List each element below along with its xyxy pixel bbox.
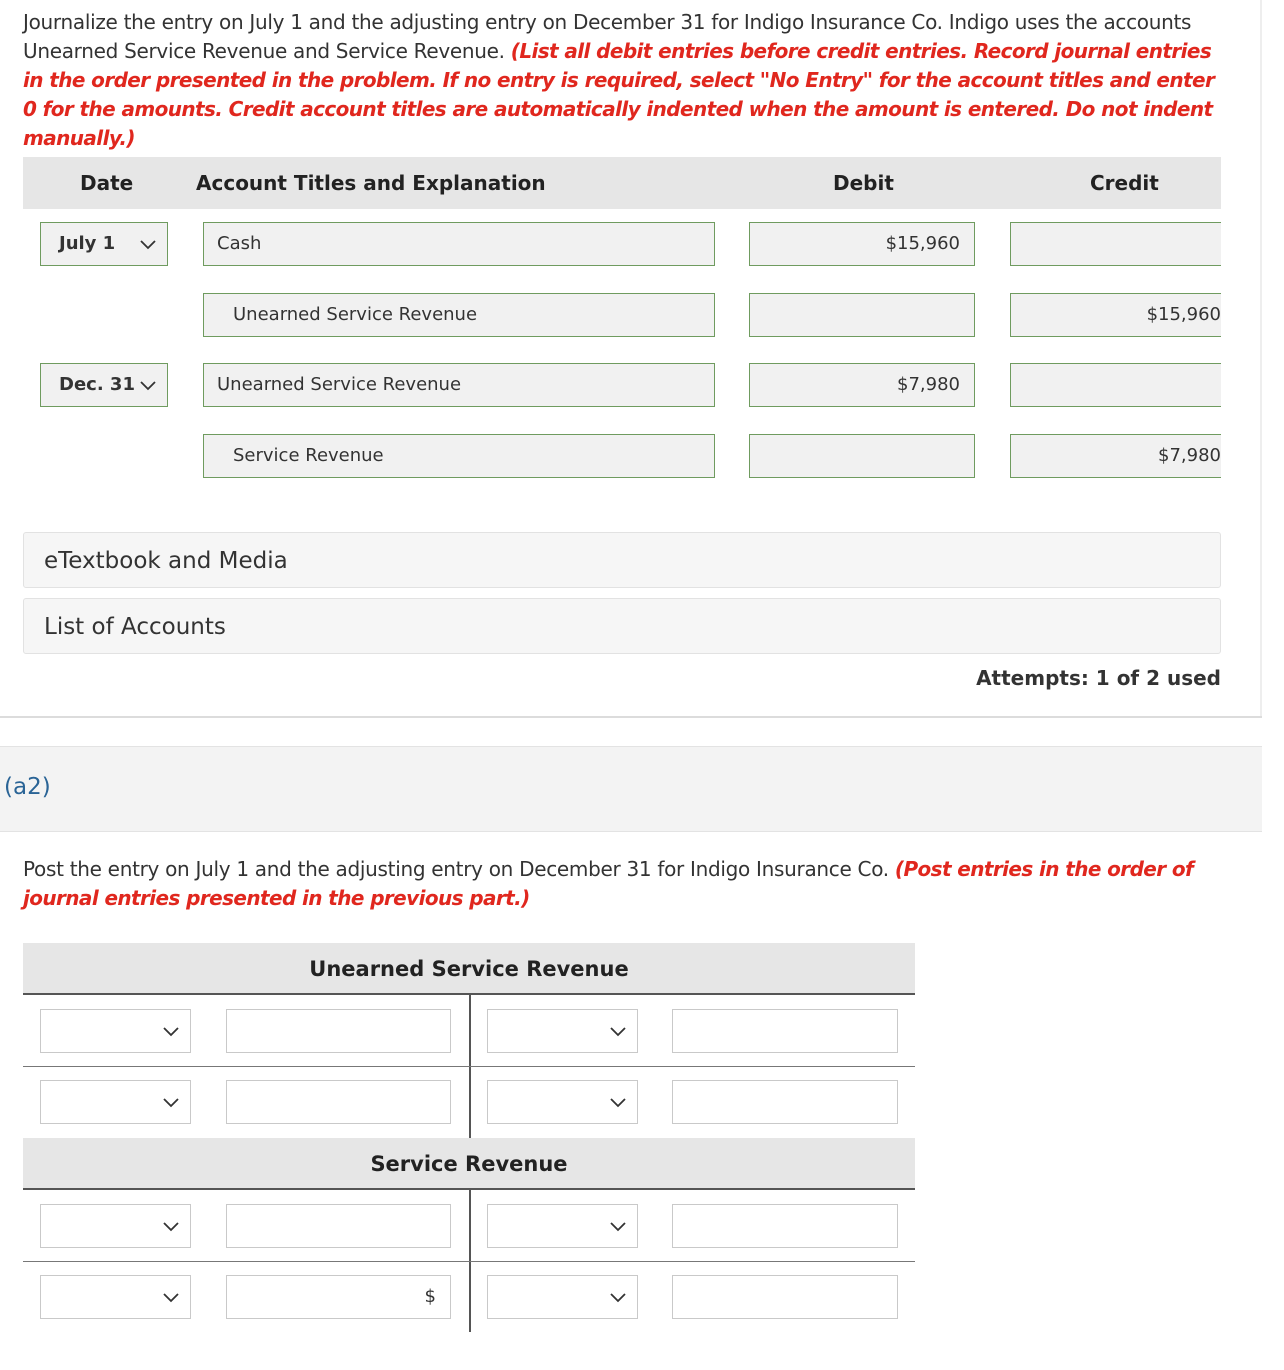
etextbook-label: eTextbook and Media bbox=[44, 548, 288, 574]
date-select-value: Dec. 31 bbox=[59, 374, 135, 395]
debit-field-row-1[interactable] bbox=[749, 222, 975, 266]
instructions-note: (List all debit entries before credit entries. Record journal entries in the order presented in the problem. If no entry is required, select "No Entry" for the account titles and enter 0 for the amounts. Credit account titles are automatically indented when the amount is entered. Do not indent manually.) bbox=[23, 39, 1215, 150]
credit-value: $15,960 bbox=[1146, 304, 1221, 325]
credit-value: $7,980 bbox=[1158, 445, 1221, 466]
t2-debit-amount-2[interactable] bbox=[226, 1275, 451, 1319]
etextbook-media-panel[interactable] bbox=[23, 532, 1221, 588]
t1-credit-date-select-2[interactable] bbox=[487, 1080, 638, 1124]
date-select-value: July 1 bbox=[59, 233, 116, 254]
account-field-row-3[interactable] bbox=[203, 363, 715, 407]
t2-credit-date-select-1[interactable] bbox=[487, 1204, 638, 1248]
posting-instructions bbox=[23, 855, 1223, 913]
t-account-header-unearned-service-revenue: Unearned Service Revenue bbox=[23, 943, 915, 995]
credit-field-row-3[interactable] bbox=[1010, 363, 1221, 407]
journal-table-header bbox=[23, 157, 1221, 209]
chevron-down-icon bbox=[160, 1215, 182, 1237]
chevron-down-icon bbox=[607, 1286, 629, 1308]
t1-debit-date-select-2[interactable] bbox=[40, 1080, 191, 1124]
chevron-down-icon bbox=[137, 233, 159, 255]
t1-credit-date-select-1[interactable] bbox=[487, 1009, 638, 1053]
account-field-row-1[interactable] bbox=[203, 222, 715, 266]
t2-credit-amount-2[interactable] bbox=[672, 1275, 898, 1319]
t2-debit-date-select-1[interactable] bbox=[40, 1204, 191, 1248]
t-account-header-service-revenue: Service Revenue bbox=[23, 1138, 915, 1190]
date-select-row-3[interactable] bbox=[40, 363, 168, 407]
header-date: Date bbox=[80, 171, 134, 195]
debit-value: $15,960 bbox=[885, 233, 960, 254]
section-divider bbox=[0, 716, 1262, 718]
header-credit: Credit bbox=[1090, 171, 1159, 195]
header-account-titles: Account Titles and Explanation bbox=[196, 171, 546, 195]
t1-credit-amount-1[interactable] bbox=[672, 1009, 898, 1053]
account-value: Service Revenue bbox=[233, 445, 384, 466]
t2-debit-date-select-2[interactable] bbox=[40, 1275, 191, 1319]
header-debit: Debit bbox=[833, 171, 894, 195]
attempts-counter: Attempts: 1 of 2 used bbox=[976, 666, 1221, 690]
t1-credit-amount-2[interactable] bbox=[672, 1080, 898, 1124]
debit-field-row-4[interactable] bbox=[749, 434, 975, 478]
t1-debit-amount-2[interactable] bbox=[226, 1080, 451, 1124]
part-a2-header bbox=[0, 746, 1262, 832]
account-field-row-2[interactable] bbox=[203, 293, 715, 337]
date-select-row-1[interactable] bbox=[40, 222, 168, 266]
t-account-row-line bbox=[23, 1261, 915, 1262]
dollar-sign: $ bbox=[424, 1286, 436, 1307]
instructions-main: Journalize the entry on July 1 and the adjusting entry on December 31 for Indigo Insurance Co. Indigo uses the accounts Unearned Service Revenue and Service Revenue. bbox=[23, 10, 1192, 63]
t2-credit-amount-1[interactable] bbox=[672, 1204, 898, 1248]
journal-instructions bbox=[23, 8, 1223, 153]
account-value: Cash bbox=[217, 233, 262, 254]
chevron-down-icon bbox=[607, 1020, 629, 1042]
chevron-down-icon bbox=[160, 1286, 182, 1308]
debit-value: $7,980 bbox=[897, 374, 960, 395]
chevron-down-icon bbox=[607, 1091, 629, 1113]
posting-instructions-note: (Post entries in the order of journal entries presented in the previous part.) bbox=[23, 857, 1194, 910]
t2-credit-date-select-2[interactable] bbox=[487, 1275, 638, 1319]
chevron-down-icon bbox=[160, 1020, 182, 1042]
credit-field-row-1[interactable] bbox=[1010, 222, 1221, 266]
account-value: Unearned Service Revenue bbox=[217, 374, 462, 395]
chevron-down-icon bbox=[607, 1215, 629, 1237]
credit-field-row-4[interactable] bbox=[1010, 434, 1221, 478]
account-field-row-4[interactable] bbox=[203, 434, 715, 478]
t2-debit-amount-1[interactable] bbox=[226, 1204, 451, 1248]
chevron-down-icon bbox=[160, 1091, 182, 1113]
t1-debit-amount-1[interactable] bbox=[226, 1009, 451, 1053]
panel-edge bbox=[1260, 0, 1262, 716]
list-of-accounts-panel[interactable] bbox=[23, 598, 1221, 654]
t-account-row-line bbox=[23, 1066, 915, 1067]
posting-instructions-main: Post the entry on July 1 and the adjusting entry on December 31 for Indigo Insurance Co. bbox=[23, 857, 895, 881]
account-value: Unearned Service Revenue bbox=[233, 304, 478, 325]
t1-debit-date-select-1[interactable] bbox=[40, 1009, 191, 1053]
list-of-accounts-label: List of Accounts bbox=[44, 614, 226, 640]
chevron-down-icon bbox=[137, 374, 159, 396]
debit-field-row-2[interactable] bbox=[749, 293, 975, 337]
part-a2-label[interactable]: (a2) bbox=[4, 774, 51, 800]
debit-field-row-3[interactable] bbox=[749, 363, 975, 407]
credit-field-row-2[interactable] bbox=[1010, 293, 1221, 337]
